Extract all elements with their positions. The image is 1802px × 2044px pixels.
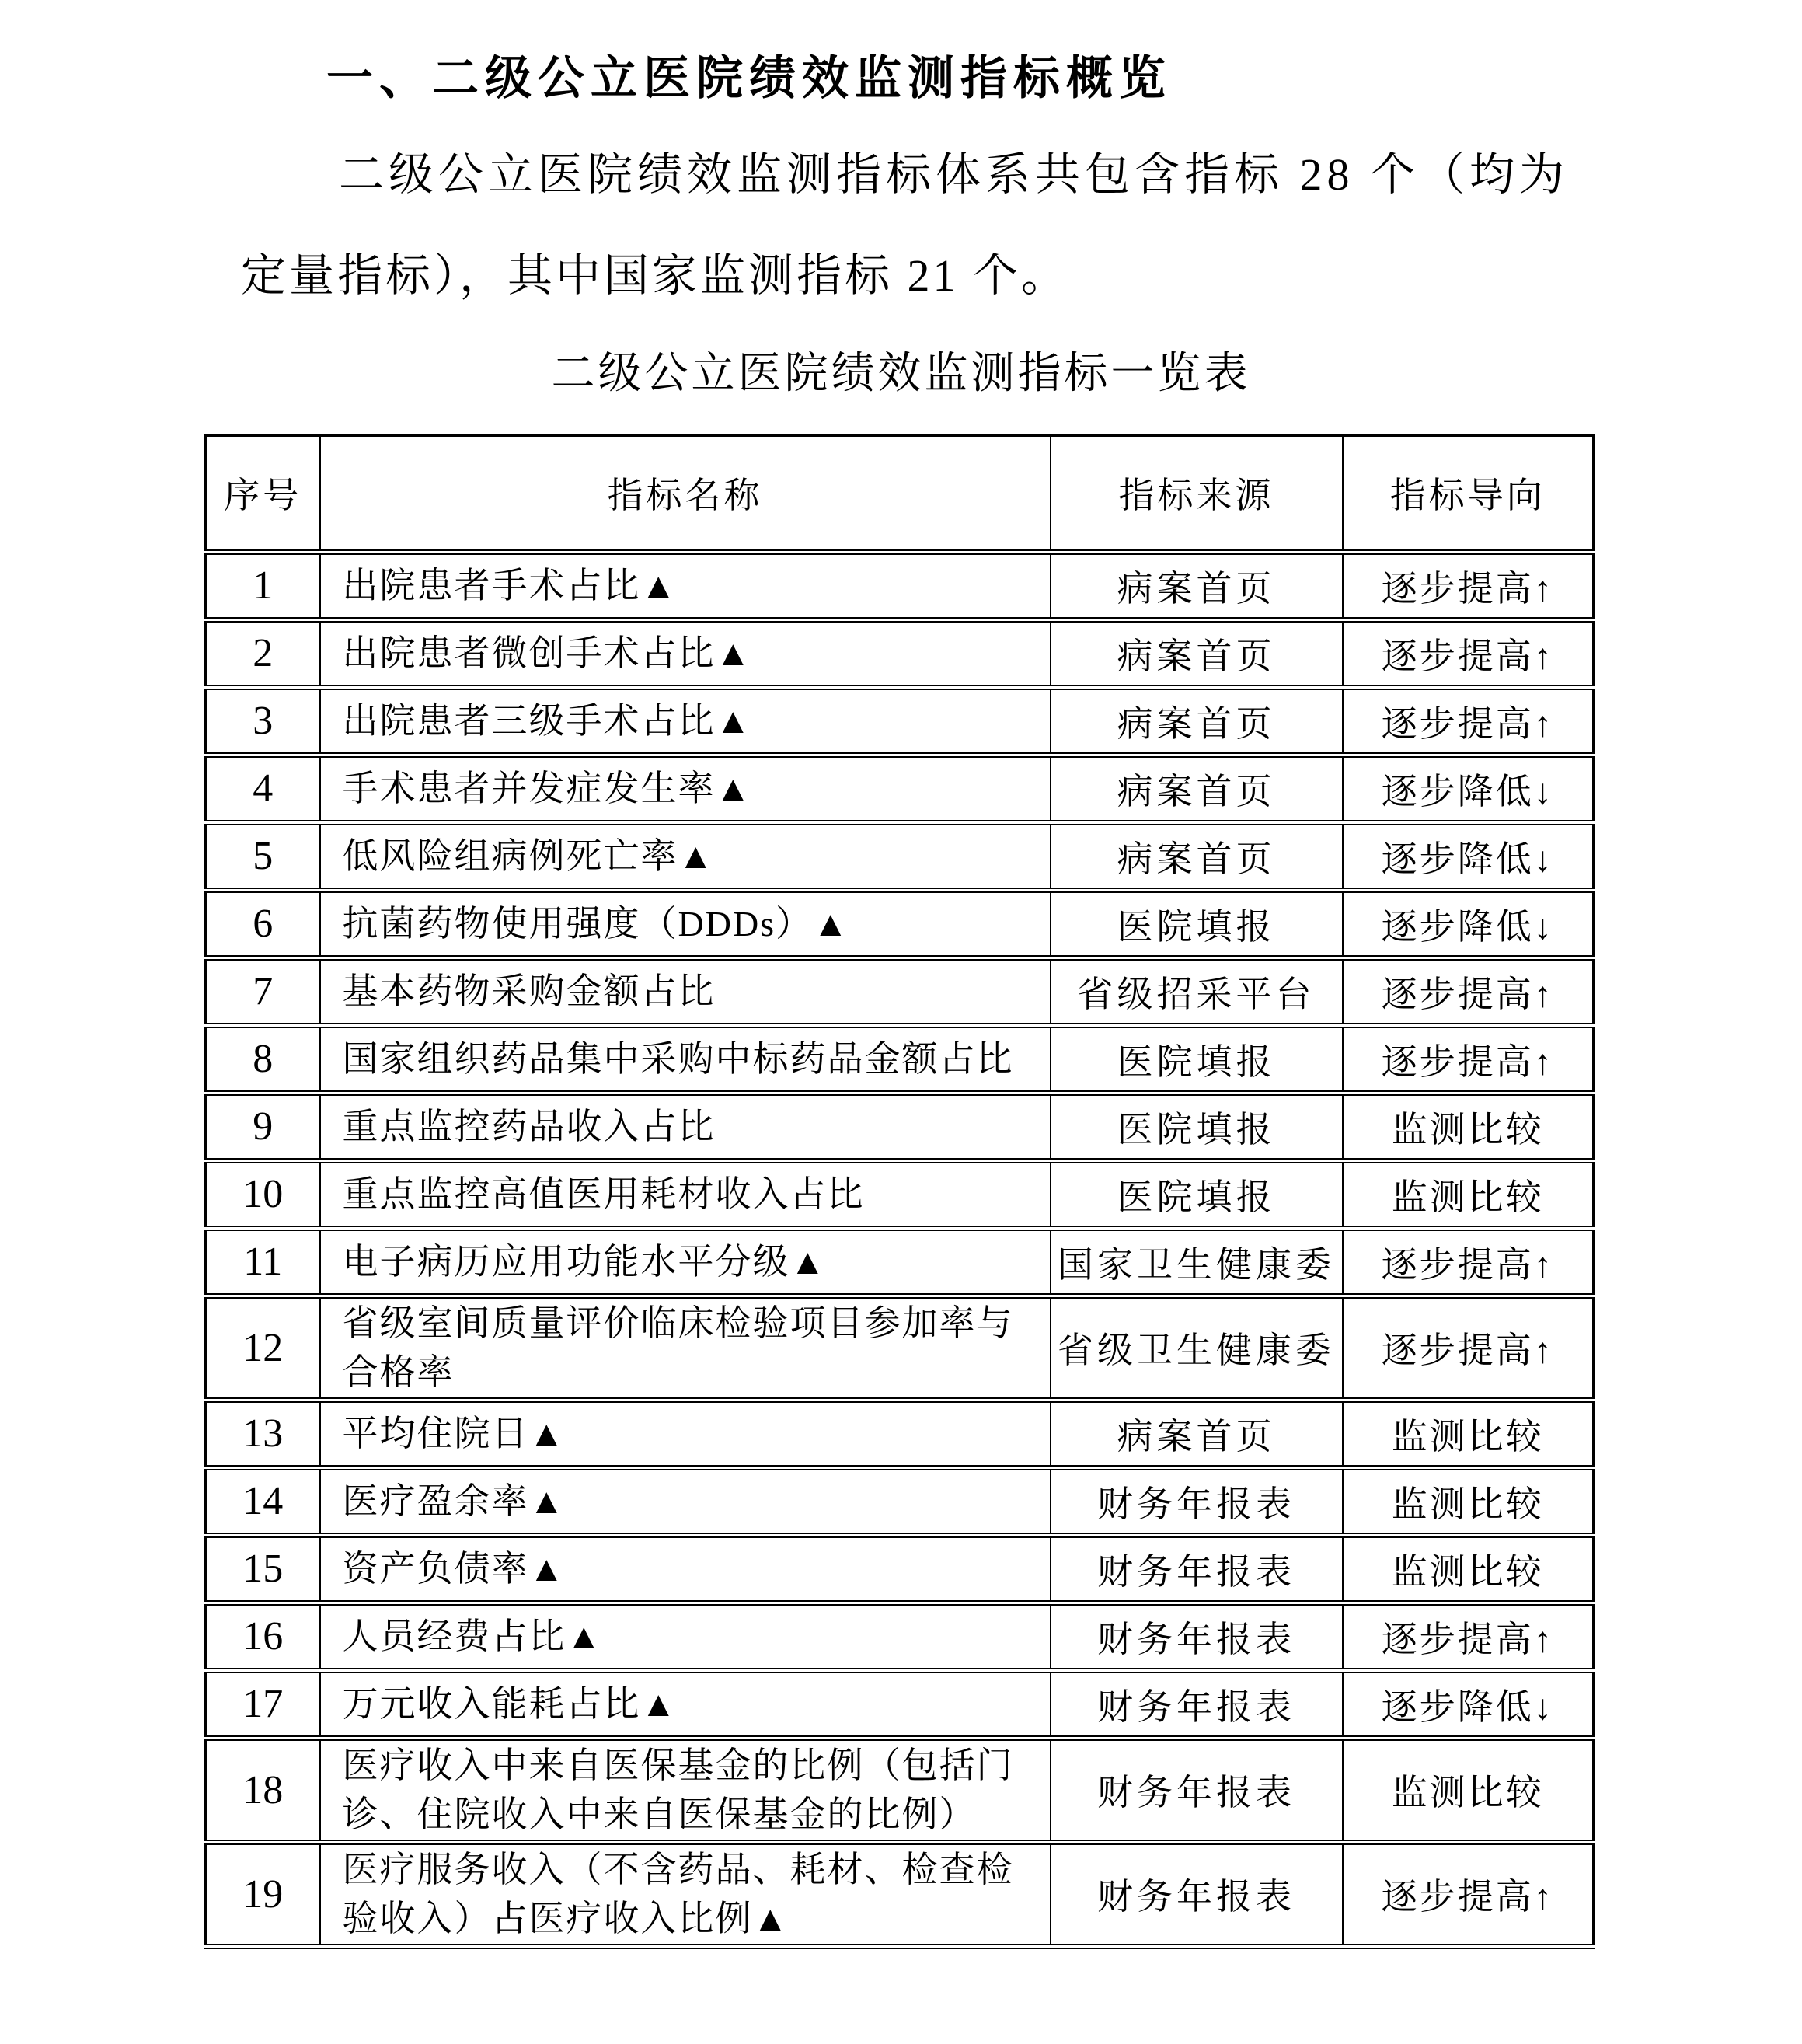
indicator-table [204,434,1595,1948]
cell-name: 低风险组病例死亡率▲ [320,822,1051,890]
table-row [206,1296,1594,1400]
table-row [206,1603,1594,1670]
table-row [206,1842,1594,1946]
cell-source: 病案首页 [1051,619,1343,687]
header-cell-direction: 指标导向 [1343,435,1594,552]
cell-direction: 逐步提高↑ [1343,619,1594,687]
cell-direction: 监测比较 [1343,1535,1594,1603]
cell-direction: 监测比较 [1343,1400,1594,1467]
cell-direction: 逐步提高↑ [1343,1296,1594,1400]
cell-name: 人员经费占比▲ [320,1603,1051,1670]
cell-no: 10 [206,1160,320,1228]
cell-source: 财务年报表 [1051,1535,1343,1603]
cell-direction: 逐步降低↓ [1343,822,1594,890]
cell-name: 基本药物采购金额占比 [320,957,1051,1025]
cell-name: 出院患者手术占比▲ [320,552,1051,619]
cell-name: 医疗收入中来自医保基金的比例（包括门诊、住院收入中来自医保基金的比例） [320,1738,1051,1842]
cell-source: 省级卫生健康委 [1051,1296,1343,1400]
cell-no: 9 [206,1093,320,1160]
cell-no: 14 [206,1467,320,1535]
cell-name: 万元收入能耗占比▲ [320,1670,1051,1738]
cell-source: 医院填报 [1051,1093,1343,1160]
cell-name: 省级室间质量评价临床检验项目参加率与合格率 [320,1296,1051,1400]
cell-no: 16 [206,1603,320,1670]
cell-name: 平均住院日▲ [320,1400,1051,1467]
table-row [206,1738,1594,1842]
cell-no: 3 [206,687,320,755]
cell-source: 病案首页 [1051,755,1343,822]
cell-source: 病案首页 [1051,552,1343,619]
cell-no: 4 [206,755,320,822]
cell-source: 医院填报 [1051,890,1343,957]
table-row [206,552,1594,619]
table-row [206,1670,1594,1738]
cell-direction: 逐步提高↑ [1343,687,1594,755]
cell-no: 5 [206,822,320,890]
cell-source: 国家卫生健康委 [1051,1228,1343,1296]
table-row [206,619,1594,687]
cell-direction: 监测比较 [1343,1738,1594,1842]
cell-direction: 逐步提高↑ [1343,1025,1594,1093]
header-cell-no: 序号 [206,435,320,552]
cell-name: 手术患者并发症发生率▲ [320,755,1051,822]
table-row [206,1400,1594,1467]
cell-no: 7 [206,957,320,1025]
cell-direction: 监测比较 [1343,1467,1594,1535]
cell-source: 省级招采平台 [1051,957,1343,1025]
cell-direction: 逐步降低↓ [1343,755,1594,822]
cell-no: 6 [206,890,320,957]
table-row [206,755,1594,822]
cell-source: 医院填报 [1051,1160,1343,1228]
cell-no: 19 [206,1842,320,1946]
cell-direction: 逐步提高↑ [1343,957,1594,1025]
cell-no: 11 [206,1228,320,1296]
table-row [206,1467,1594,1535]
cell-source: 病案首页 [1051,822,1343,890]
table-row [206,890,1594,957]
cell-source: 财务年报表 [1051,1603,1343,1670]
cell-name: 资产负债率▲ [320,1535,1051,1603]
cell-no: 12 [206,1296,320,1400]
cell-source: 财务年报表 [1051,1842,1343,1946]
cell-no: 2 [206,619,320,687]
cell-name: 重点监控药品收入占比 [320,1093,1051,1160]
intro-paragraph-line-2: 定量指标），其中国家监测指标 21 个。 [241,249,1070,301]
cell-direction: 逐步提高↑ [1343,552,1594,619]
cell-no: 13 [206,1400,320,1467]
indicator-table-header [206,435,1594,552]
table-row [206,1160,1594,1228]
table-title: 二级公立医院绩效监测指标一览表 [551,349,1251,398]
header-cell-source: 指标来源 [1051,435,1343,552]
table-row [206,1025,1594,1093]
cell-direction: 监测比较 [1343,1160,1594,1228]
table-row [206,1093,1594,1160]
cell-name: 重点监控高值医用耗材收入占比 [320,1160,1051,1228]
table-row [206,1535,1594,1603]
table-row [206,822,1594,890]
cell-no: 18 [206,1738,320,1842]
cell-source: 医院填报 [1051,1025,1343,1093]
cell-direction: 逐步提高↑ [1343,1603,1594,1670]
header-row [206,435,1594,552]
cell-direction: 监测比较 [1343,1093,1594,1160]
cell-direction: 逐步提高↑ [1343,1228,1594,1296]
indicator-table-body [206,552,1594,1946]
cell-source: 财务年报表 [1051,1467,1343,1535]
intro-paragraph-line-1: 二级公立医院绩效监测指标体系共包含指标 28 个（均为 [339,149,1570,200]
cell-name: 出院患者三级手术占比▲ [320,687,1051,755]
cell-source: 病案首页 [1051,687,1343,755]
header-cell-name: 指标名称 [320,435,1051,552]
table-row [206,1228,1594,1296]
cell-name: 医疗盈余率▲ [320,1467,1051,1535]
table-row [206,687,1594,755]
cell-name: 电子病历应用功能水平分级▲ [320,1228,1051,1296]
table-row [206,957,1594,1025]
cell-source: 财务年报表 [1051,1738,1343,1842]
cell-direction: 逐步提高↑ [1343,1842,1594,1946]
cell-direction: 逐步降低↓ [1343,890,1594,957]
cell-no: 15 [206,1535,320,1603]
cell-name: 医疗服务收入（不含药品、耗材、检查检验收入）占医疗收入比例▲ [320,1842,1051,1946]
cell-name: 抗菌药物使用强度（DDDs）▲ [320,890,1051,957]
cell-source: 病案首页 [1051,1400,1343,1467]
cell-no: 1 [206,552,320,619]
cell-no: 8 [206,1025,320,1093]
cell-source: 财务年报表 [1051,1670,1343,1738]
cell-name: 出院患者微创手术占比▲ [320,619,1051,687]
cell-name: 国家组织药品集中采购中标药品金额占比 [320,1025,1051,1093]
cell-no: 17 [206,1670,320,1738]
section-heading: 一、二级公立医院绩效监测指标概览 [326,53,1172,104]
cell-direction: 逐步降低↓ [1343,1670,1594,1738]
